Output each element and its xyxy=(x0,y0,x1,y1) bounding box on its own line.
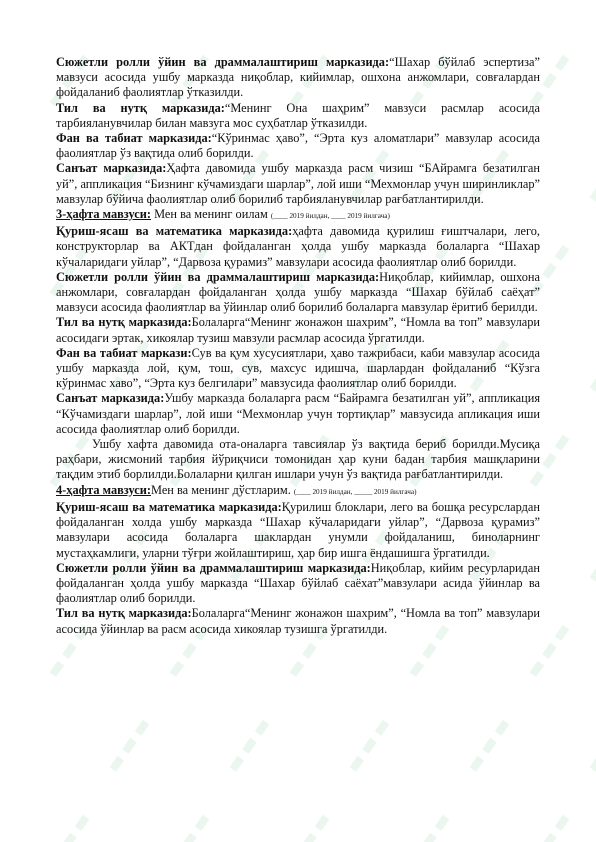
watermark-mark xyxy=(590,340,596,392)
paragraph-art-center xyxy=(56,391,540,437)
paragraph-parents-note: Ушбу хафта давомида ота-оналарга тавсиялар ўз вақтида бериб борилди.Мусиқа раҳбари, жисмоний тарбия йўриқчиси томонидан ҳар куни бадан тарбия машқларини тақдим этиб борлилди.Болаларни қилган ишлари учун ўз вақтида рағбатлантирилди. xyxy=(56,437,540,482)
week3-dates: (____ 2019 йилдан, ____ 2019 йилгача) xyxy=(270,212,390,221)
paragraph-construction-center xyxy=(56,224,540,270)
week4-theme-line xyxy=(56,483,540,500)
paragraph-text: Болаларга“Менинг жонажон шахрим”, “Номла ва топ” мавзулари асосидаги эртак, хикоялар тузиш мавзули расмлар асосида ўргатилди. xyxy=(56,315,541,345)
paragraph-text: “Менинг Она шаҳрим” мавзуси расмлар асосида тарбияланувчилар билан мавзуга мос суҳбатлар ўтказилди. xyxy=(56,100,540,130)
week4-theme: Мен ва менинг дўстларим. xyxy=(151,482,294,497)
paragraph-heading: Фан ва табиат марказида: xyxy=(56,131,212,146)
paragraph-heading: Санъат марказида: xyxy=(56,391,165,406)
paragraph-heading: Тил ва нутқ марказида: xyxy=(56,315,192,330)
paragraph-text: Қурилиш блоклари, лего ва бошқа ресурслардан фойдаланган холда ушбу марказда “Шахар кўчаларидаги уйлар”, “Дарвоза қурамиз” мавзулари асосида болаларга шаклардан унумли фойдаланиш, биноларнинг мустаҳкамлиги, уларни тўғри жойлаштириш, ҳар бир ишга ёндашишга ўргатилди. xyxy=(56,499,540,560)
watermark-mark xyxy=(530,815,570,842)
paragraph-heading: Сюжетли ролли ўйин ва драммалаштириш марказида: xyxy=(56,269,380,284)
paragraph-text: ҳафта давомида қурилиш ғиштчалари, лего, конструкторлар ва АКТдан фойдаланган ҳолда ушбу марказда болаларга “Шахар кўчаларидаги уйлар”, “Дарвоза қурамиз” мавзулари асосида фаолиятлар олиб борилди. xyxy=(56,224,540,269)
paragraph-text: “Кўринмас ҳаво”, “Эрта куз аломатлари” мавзулар асосида фаолиятлар ўз вақтида олиб борилди. xyxy=(56,131,540,161)
paragraph-science-center xyxy=(56,131,540,161)
paragraph-heading: Қуриш-ясаш ва математика марказида: xyxy=(56,499,282,514)
paragraph-heading: Сюжетли ролли ўйин ва драммалаштириш марказида: xyxy=(56,560,371,575)
paragraph-science-center xyxy=(56,346,540,392)
paragraph-role-play-center xyxy=(56,55,540,101)
paragraph-text: “Шахар бўйлаб эспертиза” мавзуси асосида ушбу марказда ниқоблар, кийимлар, ошхона анжомлари, совғалардан фойдаланиб фаолиятлар ўтказилди. xyxy=(56,55,540,100)
paragraph-language-center xyxy=(56,101,540,131)
paragraph-role-play-center xyxy=(56,270,540,316)
paragraph-art-center xyxy=(56,161,540,207)
paragraph-text: Болаларга“Менинг жонажон шахрим”, “Номла ва топ” мавзулари асосида ўйинлар ва расм асосида хикоялар тузишга ўргатилди. xyxy=(56,606,541,636)
watermark-mark xyxy=(470,720,510,772)
paragraph-role-play-center xyxy=(56,561,540,607)
watermark-mark xyxy=(230,720,270,772)
watermark-mark xyxy=(590,150,596,202)
watermark-mark xyxy=(590,720,596,772)
watermark-mark xyxy=(350,720,390,772)
paragraph-text: Ҳафта давомида ушбу марказда расм чизиш “БАйрамга безатилган уй”, аппликация “Бизнинг кўчамиздаги шарлар”, лой иши “Мехмонлар учун ширинликлар” мавзулар бўйича фаолиятлар олиб борилиб тарбияланувчилар рағбатлантирилди. xyxy=(56,161,540,206)
paragraph-construction-center xyxy=(56,500,540,561)
watermark-mark xyxy=(590,530,596,582)
watermark-mark xyxy=(290,815,330,842)
watermark-mark xyxy=(110,720,150,772)
week4-label: 4-ҳафта мавзуси: xyxy=(56,482,151,497)
week3-label: 3-ҳафта мавзуси: xyxy=(56,207,151,222)
week3-theme: Мен ва менинг оилам xyxy=(151,207,271,222)
paragraph-text: Ниқоблар, кийимлар, ошхона анжомлари, совғалардан фойдаланган ҳолда ушбу марказда “Шахар бўйлаб саёҳат” мавзуси асосида фаолиятлар ва ўйинлар олиб борилиб болаларга мавзулар ёритиб берилди. xyxy=(56,269,540,315)
document-body xyxy=(56,55,540,637)
watermark-mark xyxy=(410,815,450,842)
paragraph-text: Ушбу марказда болаларга расм “Байрамга безатилган уй”, аппликация “Кўчамиздаги шарлар”, лой иши “Мехмонлар учун тортиқлар” мавзусида апликация иши асосида фаолиятлар олиб борилди. xyxy=(56,391,540,436)
paragraph-heading: Қуриш-ясаш ва математика марказида: xyxy=(56,224,293,239)
watermark-mark xyxy=(170,815,210,842)
week3-theme-line xyxy=(56,207,540,224)
paragraph-heading: Тил ва нутқ марказида: xyxy=(56,100,225,115)
week4-dates: (____ 2019 йилдан, _____ 2019 йилгача) xyxy=(293,487,417,496)
paragraph-text: Сув ва қум хусусиятлари, ҳаво тажрибаси, каби мавзулар асосида ушбу марказда лой, қум, тош, сув, махсус идишча, шарлардан фойдаланиб “Кўзга кўринмас хаво”, “Эрта куз белгилари” мавзусида фаолиятлар олиб борилди. xyxy=(56,345,540,391)
paragraph-heading: Тил ва нутқ марказида: xyxy=(56,606,192,621)
paragraph-heading: Санъат марказида: xyxy=(56,161,167,176)
paragraph-language-center xyxy=(56,606,540,636)
watermark-mark xyxy=(50,815,90,842)
paragraph-text: Ниқоблар, кийим ресурларидан фойдаланган ҳолда ушбу марказда “Шахар бўйлаб саёхат”мавзулари асида ўйинлар ва фаолиятлар олиб борилди. xyxy=(56,560,541,606)
paragraph-heading: Фан ва табиат маркази: xyxy=(56,345,192,360)
paragraph-heading: Сюжетли ролли ўйин ва драммалаштириш марказида: xyxy=(56,55,390,69)
paragraph-language-center xyxy=(56,315,540,345)
